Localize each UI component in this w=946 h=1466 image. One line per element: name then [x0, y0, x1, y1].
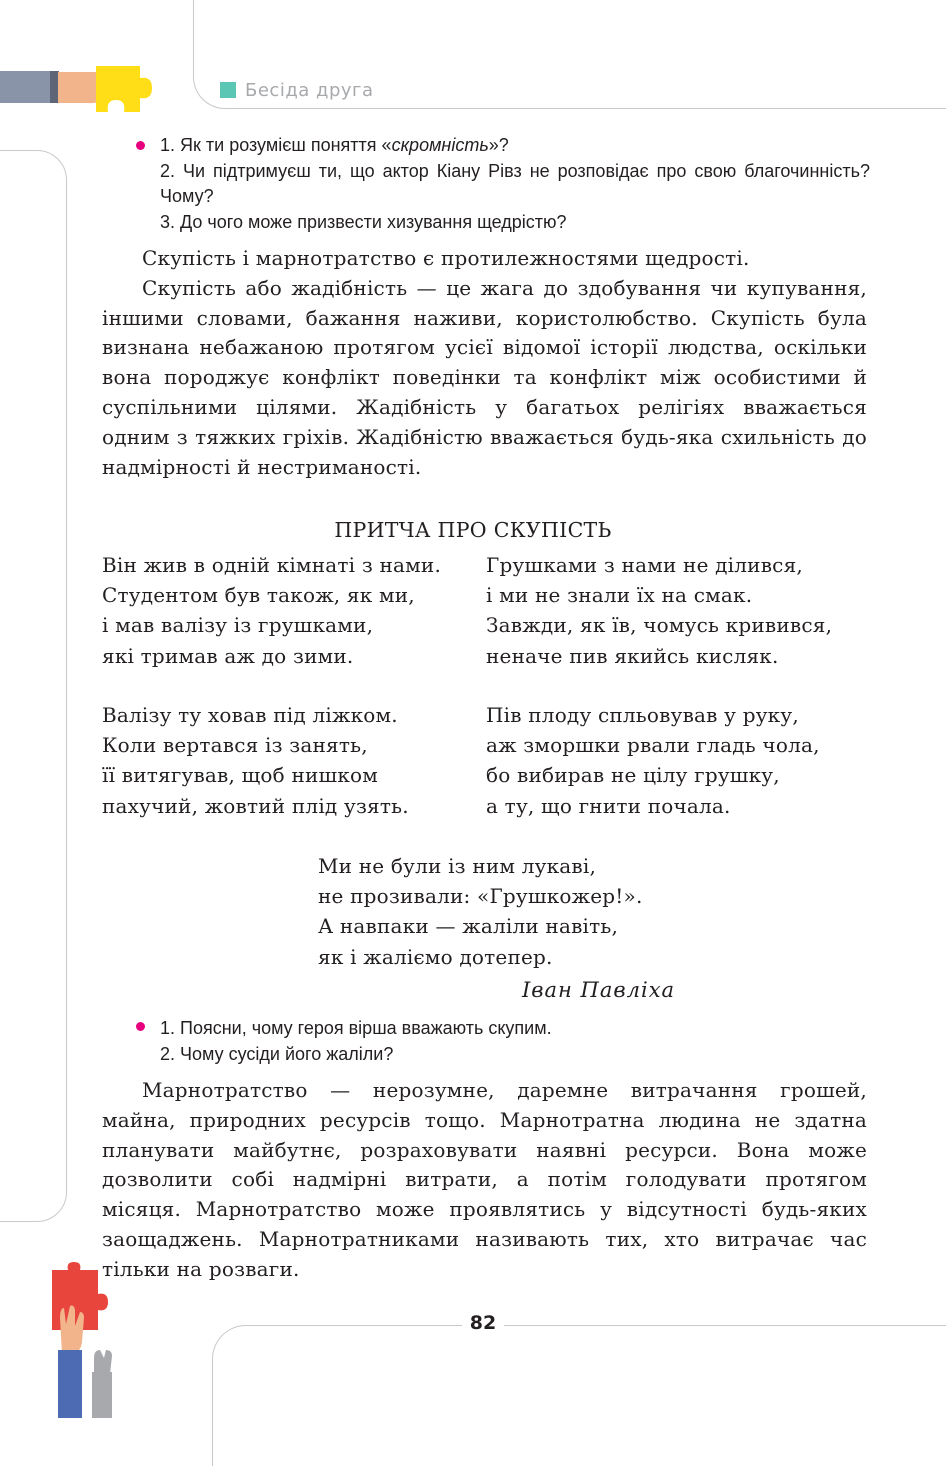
poem-title: ПРИТЧА ПРО СКУПІСТЬ	[334, 518, 612, 542]
section-marker-icon	[220, 82, 236, 98]
poem-stanza: Грушками з нами не ділився, і ми не знали їх на смак. Завжди, як їв, чомусь кривився, неначе пив якийсь кисляк.	[486, 553, 833, 668]
paragraph-intro: Скупість і марнотратство є протилежностями щедрості.	[142, 246, 750, 270]
poem-author: Іван Павліха	[522, 978, 676, 1002]
questions-bottom	[160, 1016, 870, 1067]
bullet-icon	[136, 141, 145, 150]
page-frame-bottom	[212, 1325, 946, 1466]
question-1: 1. Як ти розумієш поняття «скромність»?	[160, 135, 509, 155]
section-title: Бесіда друга	[245, 79, 374, 101]
paragraph-wastefulness: Марнотратство — нерозумне, даремне витрачання грошей, майна, природних ресурсів тощо. Марнотратна людина не здатна планувати майбутнє, розраховувати наявні ресурси. Вона може дозволити собі надмірні витрати, а потім голодувати протягом місяця. Марнотратство може проявлятись у відсутності будь-яких заощаджень. Марнотратниками називають тих, хто витрачає час тільки на розваги.	[102, 1078, 867, 1281]
section-header	[220, 77, 374, 103]
question-3: 3. До чого може призвести хизування щедрістю?	[160, 211, 567, 232]
poem-final-stanza: Ми не були із ним лукаві, не прозивали: «Грушкожер!». А навпаки — жаліли навіть, як і жаліємо дотепер.	[318, 854, 643, 969]
poem-stanza: Він жив в одній кімнаті з нами. Студентом був також, як ми, і мав валізу із грушками, які тримав аж до зими.	[102, 553, 442, 668]
question-2: 2. Чи підтримуєш ти, що актор Кіану Рівз не розповідає про свою благочинність? Чому?	[160, 160, 870, 206]
page-frame-left	[0, 150, 67, 1222]
bullet-icon	[136, 1022, 145, 1031]
question-2: 2. Чому сусіди його жаліли?	[160, 1043, 394, 1064]
question-1: 1. Поясни, чому героя вірша вважають скупим.	[160, 1018, 552, 1038]
poem-stanza: Валізу ту ховав під ліжком. Коли вертався із занять, її витягував, щоб нишком пахучий, жовтий плід узять.	[102, 703, 409, 818]
poem-stanza: Пів плоду спльовував у руку, аж зморшки рвали гладь чола, бо вибирав не цілу грушку, а ту, що гнити почала.	[486, 703, 820, 818]
questions-top	[160, 133, 870, 235]
paragraph-body: Скупість або жадібність — це жага до здобування чи купування, іншими словами, бажання наживи, користолюбство. Скупість була визнана небажаною протягом усієї відомої історії людства, оскільки вона породжує конфлікт поведінки та конфлікт між особистими й суспільними цілями. Жадібність у багатьох релігіях вважається одним з тяжких гріхів. Жадібністю вважається будь-яка схильність до надмірності й нестриманості.	[102, 275, 867, 479]
hands-puzzle-red-icon	[48, 1262, 128, 1418]
hand-puzzle-yellow-icon	[0, 60, 160, 120]
page-number: 82	[462, 1312, 504, 1334]
paragraph-greed	[102, 244, 867, 482]
